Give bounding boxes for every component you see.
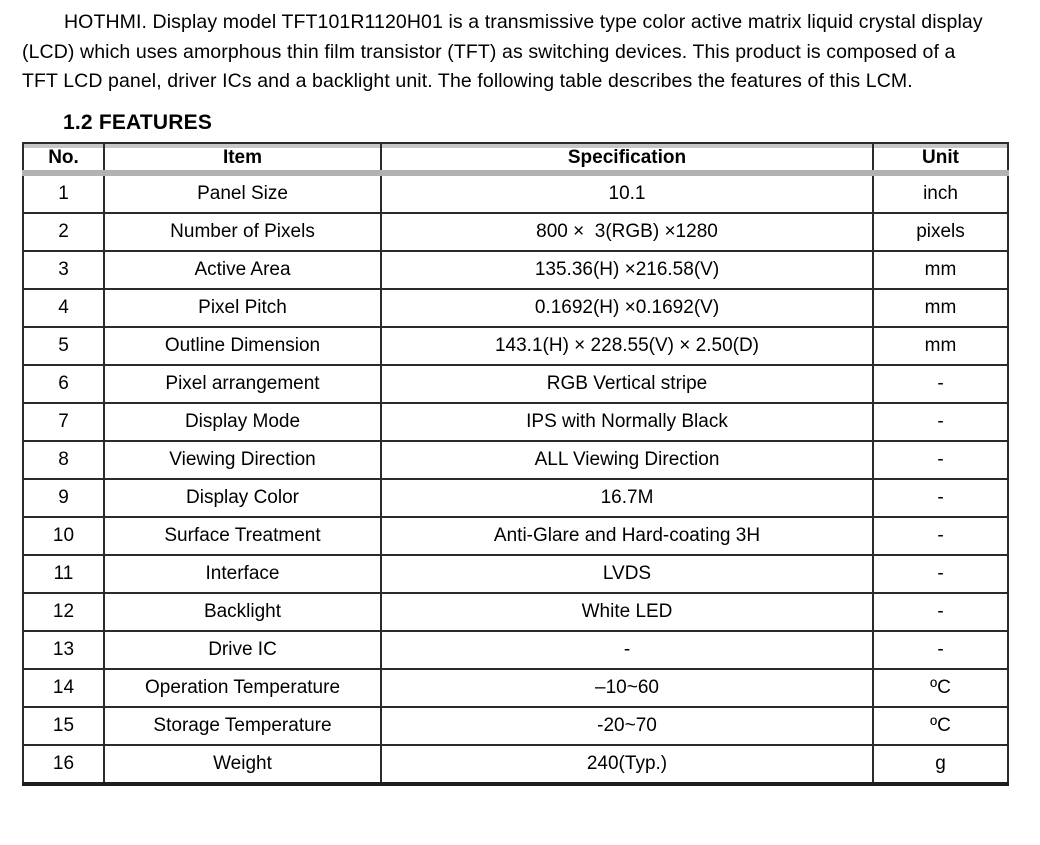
cell-item: Viewing Direction <box>104 441 381 479</box>
cell-item: Weight <box>104 745 381 784</box>
cell-specification: RGB Vertical stripe <box>381 365 873 403</box>
table-row <box>23 669 1008 707</box>
table-row <box>23 631 1008 669</box>
cell-no: 2 <box>23 213 104 251</box>
table-row <box>23 173 1008 213</box>
cell-item: Pixel arrangement <box>104 365 381 403</box>
cell-no: 14 <box>23 669 104 707</box>
header-row <box>23 143 1008 173</box>
intro-paragraph: HOTHMI. Display model TFT101R1120H01 is a transmissive type color active matrix liquid crystal display (LCD) which uses amorphous thin film transistor (TFT) as switching devices. This product is composed of a TFT LCD panel, driver ICs and a backlight unit. The following table describes the features of this LCM. <box>22 11 983 93</box>
cell-item: Display Mode <box>104 403 381 441</box>
cell-unit: - <box>873 403 1008 441</box>
cell-item: Number of Pixels <box>104 213 381 251</box>
cell-no: 8 <box>23 441 104 479</box>
cell-unit: mm <box>873 289 1008 327</box>
cell-no: 12 <box>23 593 104 631</box>
cell-unit: pixels <box>873 213 1008 251</box>
cell-no: 3 <box>23 251 104 289</box>
cell-specification: 800 × 3(RGB) ×1280 <box>381 213 873 251</box>
cell-unit: - <box>873 441 1008 479</box>
cell-item: Storage Temperature <box>104 707 381 745</box>
cell-unit: - <box>873 555 1008 593</box>
cell-item: Surface Treatment <box>104 517 381 555</box>
cell-unit: inch <box>873 173 1008 213</box>
table-row <box>23 289 1008 327</box>
cell-unit: - <box>873 517 1008 555</box>
cell-item: Drive IC <box>104 631 381 669</box>
cell-specification: 240(Typ.) <box>381 745 873 784</box>
cell-unit: - <box>873 593 1008 631</box>
features-table-body <box>23 173 1008 784</box>
cell-specification: –10~60 <box>381 669 873 707</box>
cell-no: 9 <box>23 479 104 517</box>
cell-specification: 143.1(H) × 228.55(V) × 2.50(D) <box>381 327 873 365</box>
cell-no: 15 <box>23 707 104 745</box>
table-row <box>23 441 1008 479</box>
cell-specification: 16.7M <box>381 479 873 517</box>
table-row <box>23 517 1008 555</box>
column-header-no: No. <box>23 143 104 173</box>
cell-unit: - <box>873 365 1008 403</box>
cell-specification: -20~70 <box>381 707 873 745</box>
cell-item: Backlight <box>104 593 381 631</box>
cell-unit: ºC <box>873 707 1008 745</box>
cell-item: Display Color <box>104 479 381 517</box>
cell-item: Interface <box>104 555 381 593</box>
cell-no: 11 <box>23 555 104 593</box>
cell-no: 5 <box>23 327 104 365</box>
cell-specification: ALL Viewing Direction <box>381 441 873 479</box>
cell-specification: White LED <box>381 593 873 631</box>
cell-no: 7 <box>23 403 104 441</box>
cell-no: 4 <box>23 289 104 327</box>
cell-no: 6 <box>23 365 104 403</box>
column-header-specification: Specification <box>381 143 873 173</box>
cell-specification: 0.1692(H) ×0.1692(V) <box>381 289 873 327</box>
table-row <box>23 365 1008 403</box>
cell-unit: - <box>873 479 1008 517</box>
features-table-header <box>23 143 1008 173</box>
section-heading: 1.2 FEATURES <box>63 110 213 134</box>
cell-unit: - <box>873 631 1008 669</box>
cell-specification: - <box>381 631 873 669</box>
table-row <box>23 213 1008 251</box>
cell-no: 10 <box>23 517 104 555</box>
table-row <box>23 555 1008 593</box>
cell-item: Outline Dimension <box>104 327 381 365</box>
cell-specification: IPS with Normally Black <box>381 403 873 441</box>
cell-unit: mm <box>873 327 1008 365</box>
table-row <box>23 327 1008 365</box>
table-row <box>23 593 1008 631</box>
cell-item: Active Area <box>104 251 381 289</box>
cell-unit: ºC <box>873 669 1008 707</box>
cell-specification: 135.36(H) ×216.58(V) <box>381 251 873 289</box>
table-row <box>23 479 1008 517</box>
cell-no: 13 <box>23 631 104 669</box>
cell-unit: g <box>873 745 1008 784</box>
cell-no: 16 <box>23 745 104 784</box>
table-row <box>23 403 1008 441</box>
features-table <box>22 142 1009 786</box>
cell-specification: Anti-Glare and Hard-coating 3H <box>381 517 873 555</box>
cell-item: Pixel Pitch <box>104 289 381 327</box>
cell-specification: 10.1 <box>381 173 873 213</box>
column-header-unit: Unit <box>873 143 1008 173</box>
table-row <box>23 707 1008 745</box>
column-header-item: Item <box>104 143 381 173</box>
cell-no: 1 <box>23 173 104 213</box>
cell-unit: mm <box>873 251 1008 289</box>
cell-item: Panel Size <box>104 173 381 213</box>
table-row <box>23 745 1008 784</box>
cell-specification: LVDS <box>381 555 873 593</box>
cell-item: Operation Temperature <box>104 669 381 707</box>
table-row <box>23 251 1008 289</box>
